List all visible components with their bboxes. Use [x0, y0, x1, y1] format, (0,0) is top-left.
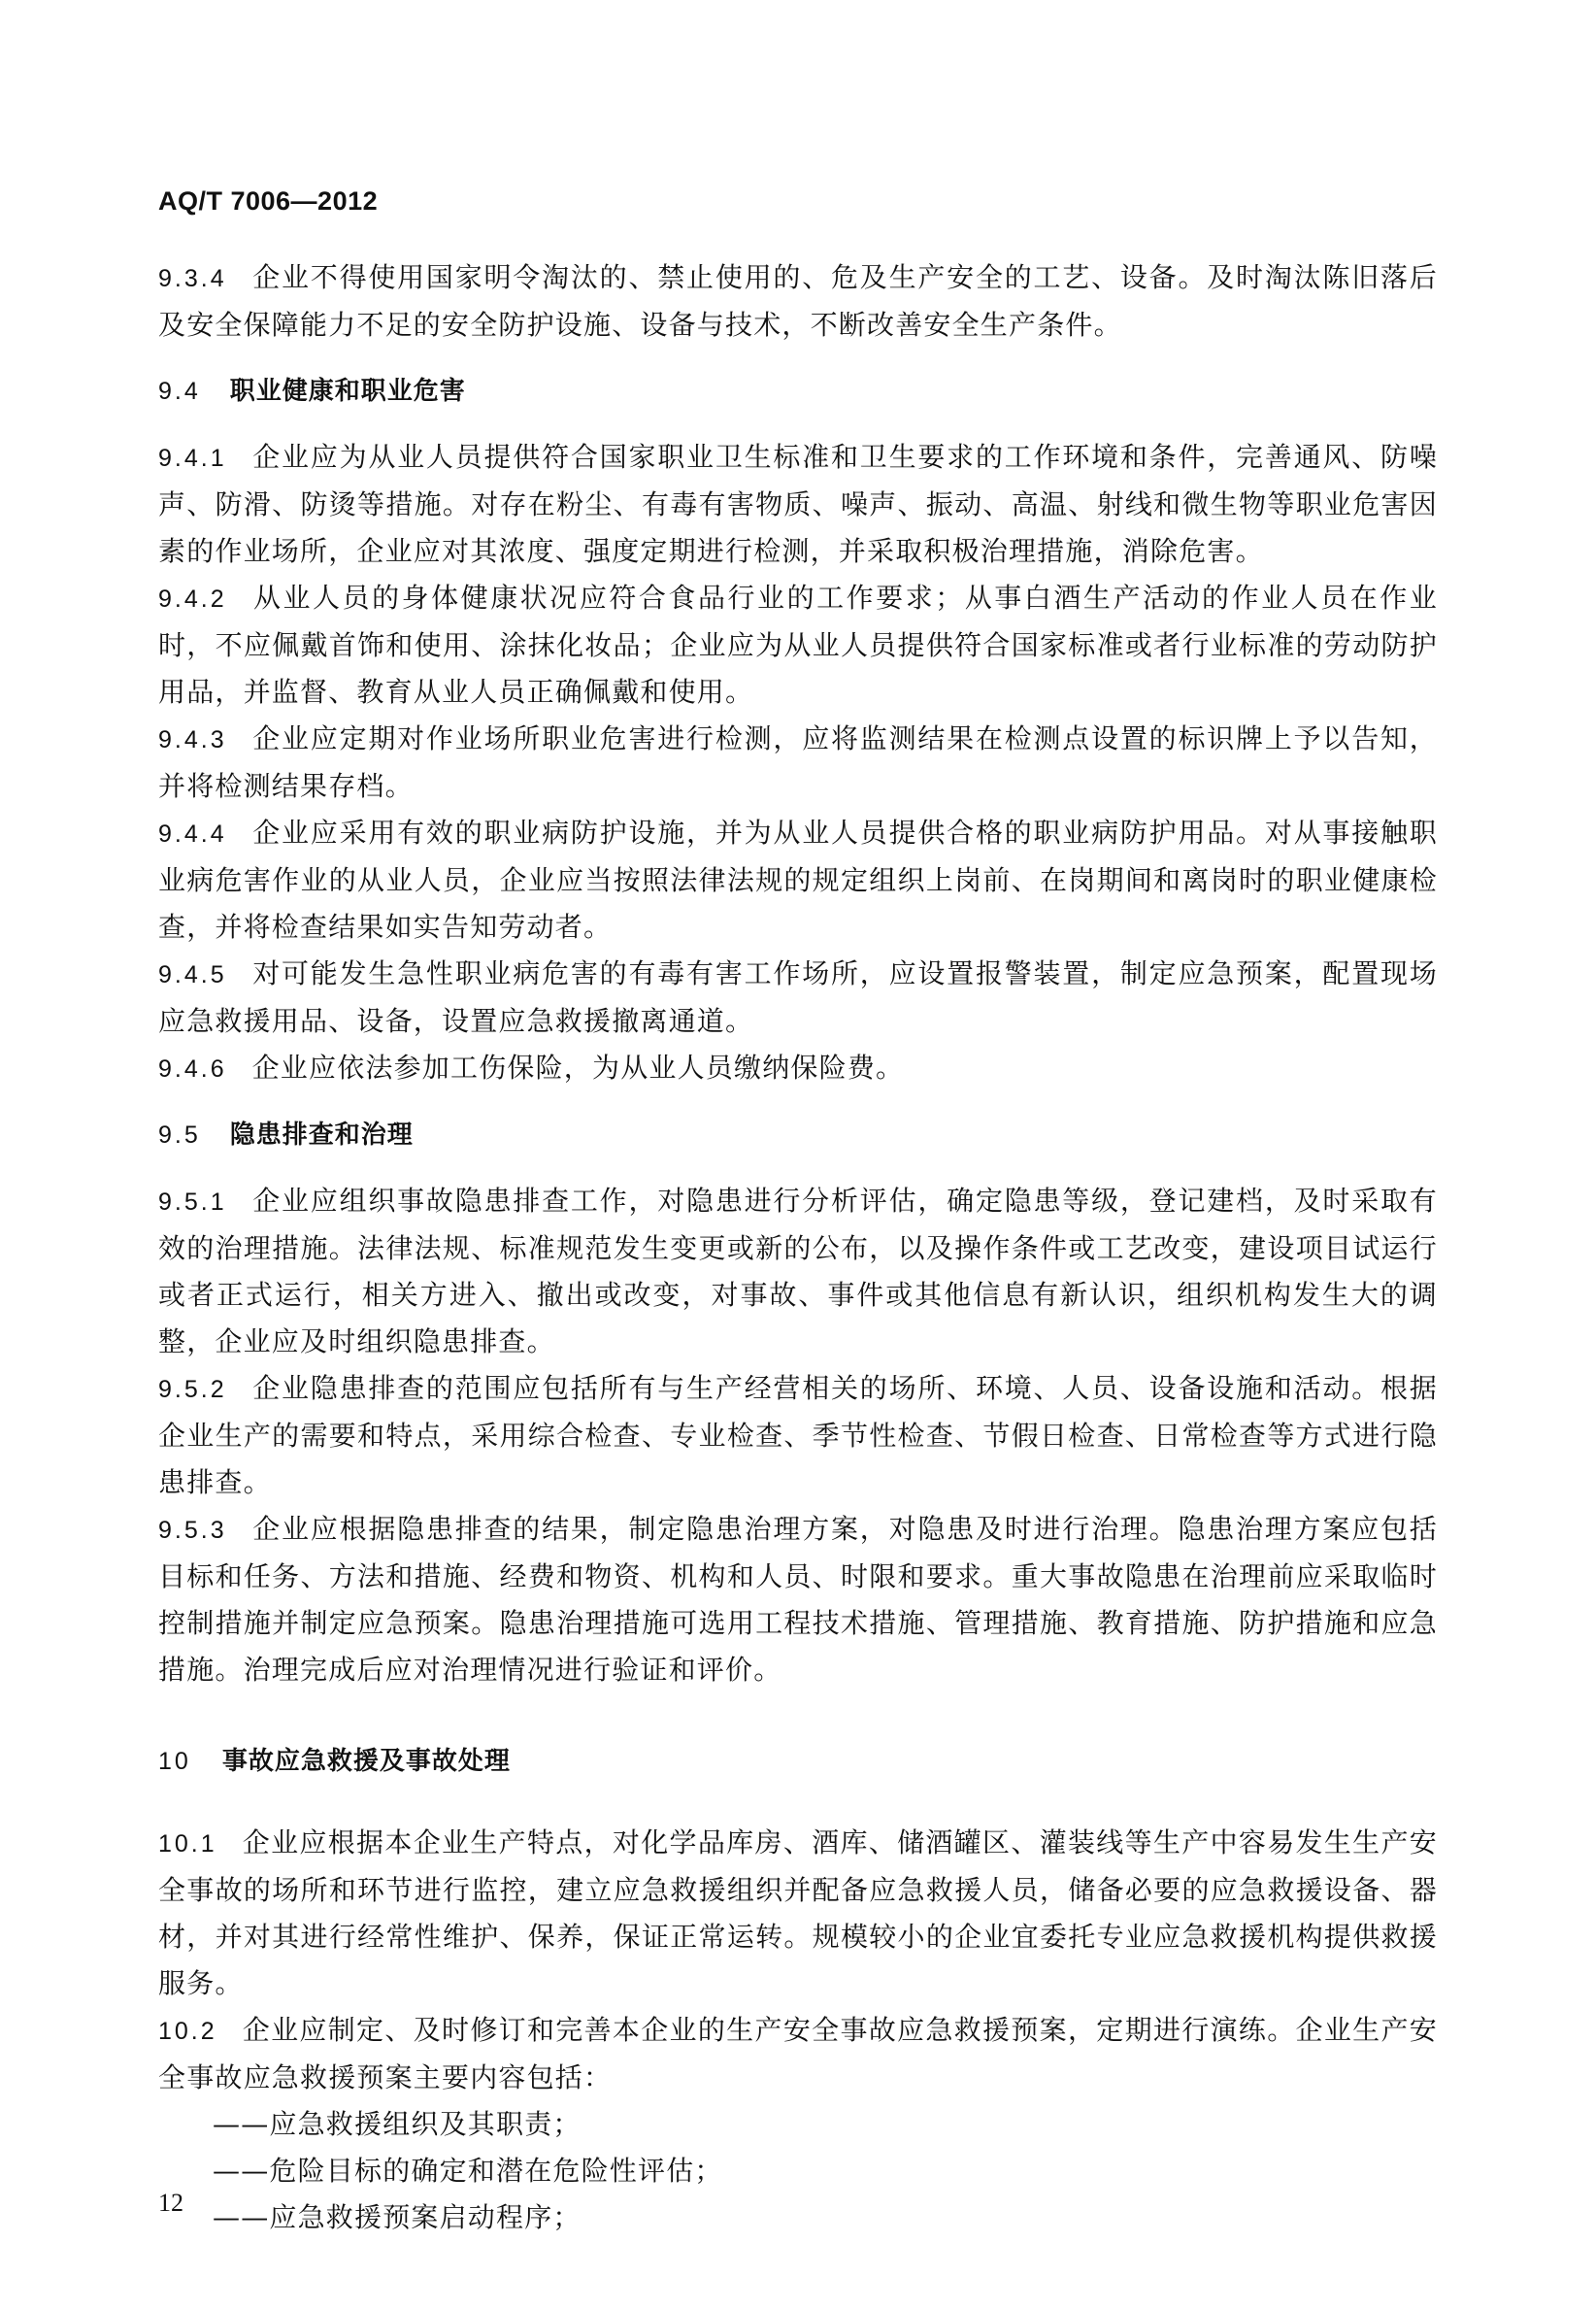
clause-text: 企业隐患排查的范围应包括所有与生产经营相关的场所、环境、人员、设备设施和活动。根据企业生产的需要和特点，采用综合检查、专业检查、季节性检查、节假日检查、日常检查等方式进行隐患排查。 — [158, 1372, 1438, 1498]
clause-9-3-4 — [158, 254, 1438, 349]
clause-number: 9.3.4 — [158, 265, 227, 292]
page-number: 12 — [158, 2189, 183, 2217]
list-item: ——危险目标的确定和潜在危险性评估； — [213, 2155, 723, 2187]
section-title: 隐患排查和治理 — [229, 1121, 414, 1150]
clause-9-4-1 — [158, 434, 1438, 575]
chapter-number: 10 — [158, 1748, 191, 1775]
section-heading-9-4 — [158, 368, 1438, 415]
standard-code-header: AQ/T 7006—2012 — [158, 186, 379, 216]
list-item: ——应急救援组织及其职责； — [213, 2108, 582, 2140]
clause-9-5-2 — [158, 1365, 1438, 1506]
clause-number: 9.4.2 — [158, 586, 227, 613]
clause-number: 9.5.1 — [158, 1188, 227, 1216]
clause-text: 企业应定期对作业场所职业危害进行检测，应将监测结果在检测点设置的标识牌上予以告知，并将检测结果存档。 — [158, 722, 1438, 802]
section-title: 职业健康和职业危害 — [229, 377, 466, 406]
clause-text: 企业应根据本企业生产特点，对化学品库房、酒库、储酒罐区、灌装线等生产中容易发生生产安全事故的场所和环节进行监控，建立应急救援组织并配备应急救援人员，储备必要的应急救援设备、器材，并对其进行经常性维护、保养，保证正常运转。规模较小的企业宜委托专业应急救援机构提供救援服务。 — [158, 1826, 1438, 1999]
list-item: ——应急救援预案启动程序； — [213, 2201, 582, 2233]
clause-number: 9.4.5 — [158, 961, 227, 988]
clause-number: 9.4.4 — [158, 820, 227, 848]
section-number: 9.5 — [158, 1122, 201, 1149]
clause-text: 企业不得使用国家明令淘汰的、禁止使用的、危及生产安全的工艺、设备。及时淘汰陈旧落后及安全保障能力不足的安全防护设施、设备与技术，不断改善安全生产条件。 — [158, 261, 1438, 341]
section-heading-9-5 — [158, 1112, 1438, 1158]
clause-number: 9.4.1 — [158, 445, 227, 472]
clause-number: 10.1 — [158, 1830, 217, 1858]
clause-9-4-3 — [158, 716, 1438, 810]
clause-number: 9.5.3 — [158, 1517, 227, 1544]
clause-10-2 — [158, 2007, 1438, 2101]
clause-number: 9.4.3 — [158, 726, 227, 753]
clause-text: 对可能发生急性职业病危害的有毒有害工作场所，应设置报警装置，制定应急预案，配置现场应急救援用品、设备，设置应急救援撤离通道。 — [158, 957, 1438, 1037]
clause-9-4-6 — [158, 1045, 1438, 1092]
section-number: 9.4 — [158, 378, 201, 405]
clause-text: 企业应组织事故隐患排查工作，对隐患进行分析评估，确定隐患等级，登记建档，及时采取有效的治理措施。法律法规、标准规范发生变更或新的公布，以及操作条件或工艺改变，建设项目试运行或者正式运行，相关方进入、撤出或改变，对事故、事件或其他信息有新认识，组织机构发生大的调整，企业应及时组织隐患排查。 — [158, 1185, 1438, 1357]
document-body — [158, 254, 1438, 2241]
clause-9-5-3 — [158, 1506, 1438, 1693]
clause-number: 9.4.6 — [158, 1055, 227, 1083]
clause-9-5-1 — [158, 1178, 1438, 1365]
clause-number: 10.2 — [158, 2018, 217, 2045]
clause-text: 企业应制定、及时修订和完善本企业的生产安全事故应急救援预案，定期进行演练。企业生产安全事故应急救援预案主要内容包括： — [158, 2014, 1438, 2093]
clause-text: 从业人员的身体健康状况应符合食品行业的工作要求；从事白酒生产活动的作业人员在作业时，不应佩戴首饰和使用、涂抹化妆品；企业应为从业人员提供符合国家标准或者行业标准的劳动防护用品，并监督、教育从业人员正确佩戴和使用。 — [158, 582, 1438, 708]
clause-9-4-2 — [158, 575, 1438, 716]
clause-9-4-4 — [158, 810, 1438, 951]
clause-number: 9.5.2 — [158, 1376, 227, 1403]
clause-10-1 — [158, 1820, 1438, 2007]
chapter-heading-10 — [158, 1738, 1438, 1785]
clause-text: 企业应为从业人员提供符合国家职业卫生标准和卫生要求的工作环境和条件，完善通风、防噪声、防滑、防烫等措施。对存在粉尘、有毒有害物质、噪声、振动、高温、射线和微生物等职业危害因素的作业场所，企业应对其浓度、强度定期进行检测，并采取积极治理措施，消除危害。 — [158, 441, 1438, 567]
chapter-title: 事故应急救援及事故处理 — [221, 1747, 511, 1776]
clause-text: 企业应依法参加工伤保险，为从业人员缴纳保险费。 — [251, 1052, 905, 1084]
clause-text: 企业应采用有效的职业病防护设施，并为从业人员提供合格的职业病防护用品。对从事接触职业病危害作业的从业人员，企业应当按照法律法规的规定组织上岗前、在岗期间和离岗时的职业健康检查，并将检查结果如实告知劳动者。 — [158, 817, 1438, 943]
clause-9-4-5 — [158, 951, 1438, 1045]
clause-text: 企业应根据隐患排查的结果，制定隐患治理方案，对隐患及时进行治理。隐患治理方案应包括目标和任务、方法和措施、经费和物资、机构和人员、时限和要求。重大事故隐患在治理前应采取临时控制措施并制定应急预案。隐患治理措施可选用工程技术措施、管理措施、教育措施、防护措施和应急措施。治理完成后应对治理情况进行验证和评价。 — [158, 1513, 1438, 1686]
